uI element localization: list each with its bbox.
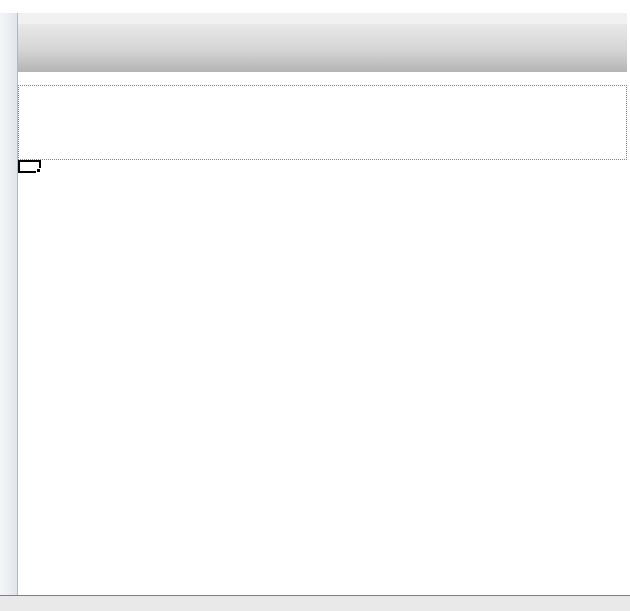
column-headers [0, 0, 630, 13]
selected-cell-A11[interactable] [18, 160, 41, 173]
header-form [18, 85, 627, 160]
row-headers [0, 13, 18, 595]
sheet-tab-bar [0, 595, 630, 611]
nwb-verlag-logo [619, 18, 623, 19]
title-block [18, 24, 627, 72]
row-1-band [18, 13, 627, 24]
